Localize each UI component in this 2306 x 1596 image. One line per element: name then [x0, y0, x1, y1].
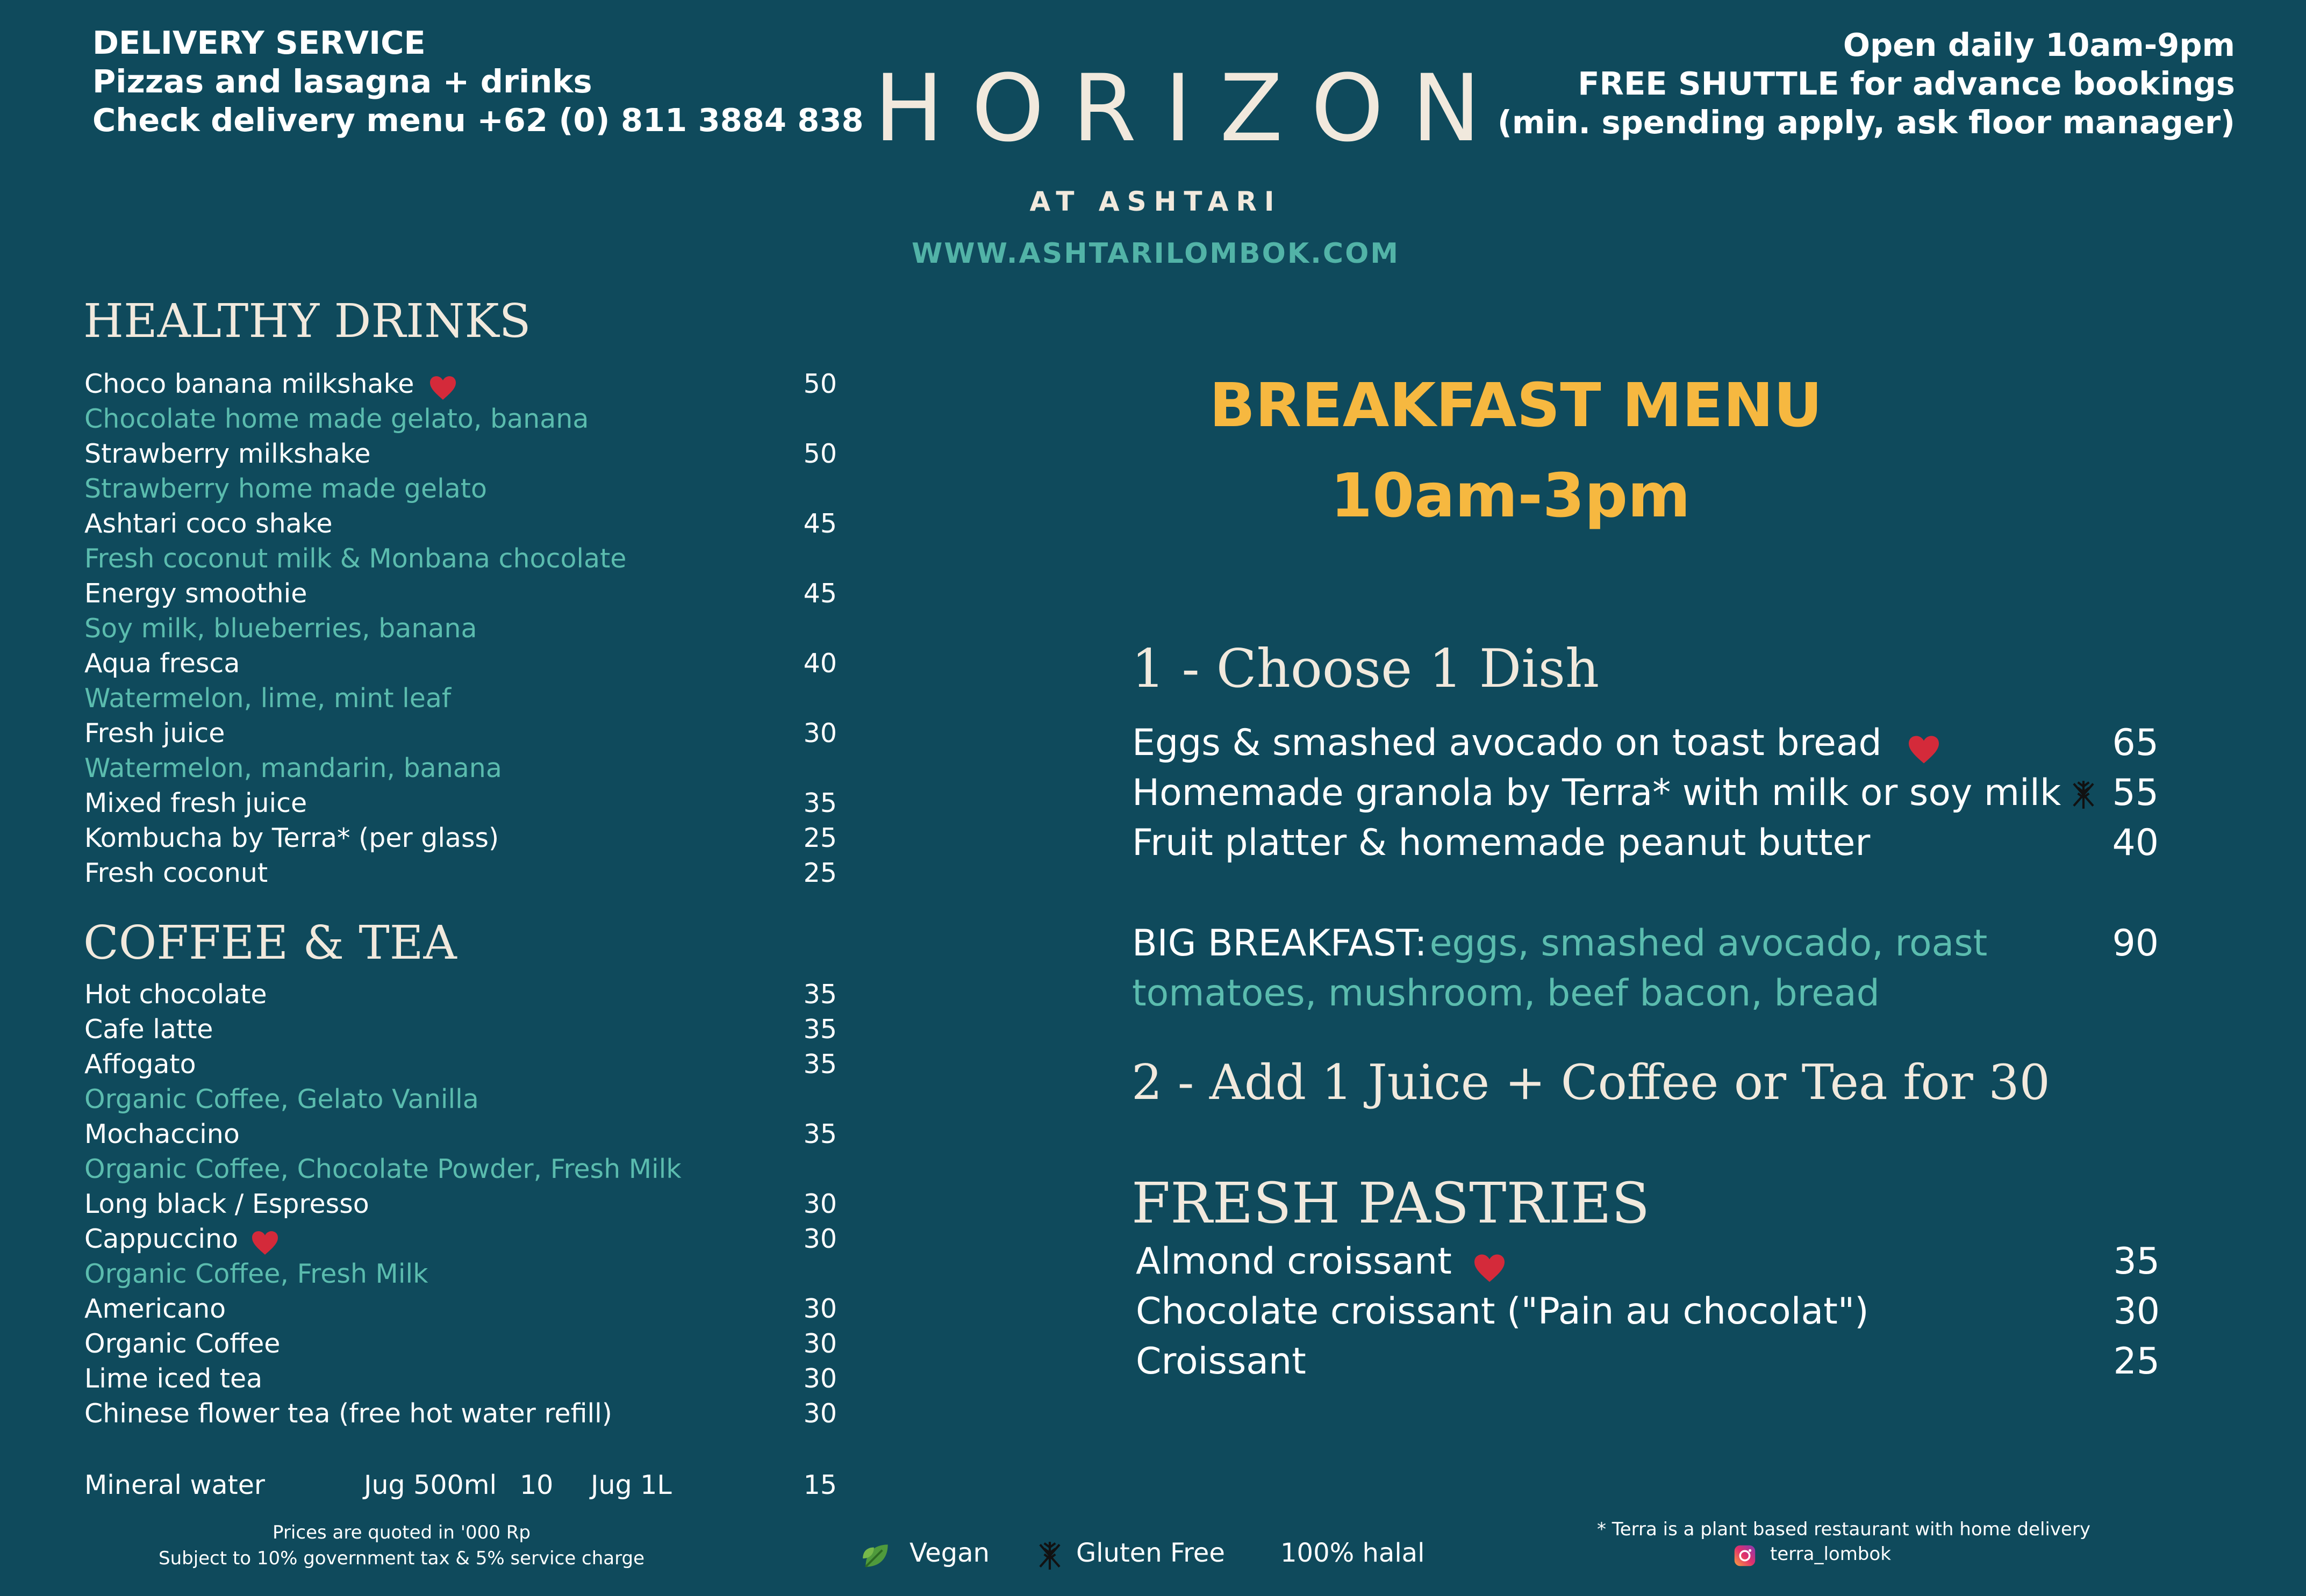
list-item — [1136, 1240, 2160, 1290]
item-price: 65 — [2112, 722, 2159, 764]
jug-large-price: 15 — [803, 1470, 837, 1500]
item-price: 25 — [803, 858, 837, 888]
list-item — [84, 1189, 837, 1224]
website-link[interactable]: WWW.ASHTARILOMBOK.COM — [911, 238, 1400, 270]
big-breakfast-line-1 — [1132, 922, 2159, 972]
item-price: 35 — [803, 1014, 837, 1045]
item-price: 35 — [803, 788, 837, 818]
step-two-heading: 2 - Add 1 Juice + Coffee or Tea for 30 — [1131, 1054, 2050, 1111]
vegan-label: Vegan — [909, 1538, 990, 1568]
item-name: Fresh coconut — [84, 858, 268, 888]
list-item — [84, 1014, 837, 1049]
price-note: Prices are quoted in '000 Rp — [273, 1522, 531, 1543]
delivery-title: DELIVERY SERVICE — [92, 24, 426, 61]
coffee-tea-heading: COFFEE & TEA — [83, 916, 457, 970]
breakfast-dishes — [1132, 722, 2159, 872]
opening-hours: Open daily 10am-9pm — [1843, 26, 2235, 63]
item-description: Soy milk, blueberries, banana — [84, 613, 477, 644]
shuttle-info: FREE SHUTTLE for advance bookings — [1578, 65, 2235, 102]
item-description: Strawberry home made gelato — [84, 473, 487, 504]
item-description: Organic Coffee, Fresh Milk — [84, 1259, 428, 1289]
item-price: 45 — [803, 578, 837, 609]
jug-small-price: 10 — [520, 1470, 554, 1500]
list-item — [84, 1293, 837, 1328]
item-name: Cappuccino — [84, 1224, 239, 1254]
item-name: Croissant — [1136, 1340, 1306, 1383]
item-price: 35 — [803, 979, 837, 1010]
shuttle-note: (min. spending apply, ask floor manager) — [1497, 104, 2235, 141]
item-price: 50 — [803, 438, 837, 469]
list-item — [1132, 822, 2159, 872]
item-price: 35 — [803, 1049, 837, 1080]
list-item — [84, 508, 837, 543]
list-item — [84, 1119, 837, 1154]
list-item — [84, 1049, 837, 1084]
healthy-drinks-list — [84, 369, 837, 893]
item-name: Choco banana milkshake — [84, 369, 414, 399]
item-price: 30 — [803, 718, 837, 749]
item-description: Organic Coffee, Gelato Vanilla — [84, 1084, 479, 1115]
healthy-drinks-heading: HEALTHY DRINKS — [83, 294, 531, 348]
mineral-water-row — [84, 1470, 837, 1505]
gluten-free-label: Gluten Free — [1076, 1538, 1225, 1568]
list-item — [84, 1398, 837, 1433]
heart-icon — [428, 375, 457, 401]
gluten-free-icon — [1036, 1539, 1064, 1572]
item-price: 45 — [803, 508, 837, 539]
list-item — [84, 648, 837, 683]
leaf-icon — [860, 1539, 893, 1572]
item-name: Long black / Espresso — [84, 1189, 369, 1219]
item-description: Chocolate home made gelato, banana — [84, 404, 589, 434]
opening-info — [1498, 26, 2235, 142]
list-item — [84, 578, 837, 613]
item-price: 30 — [803, 1363, 837, 1394]
item-name: Strawberry milkshake — [84, 438, 371, 469]
list-item — [84, 1328, 837, 1363]
item-name: Hot chocolate — [84, 979, 267, 1010]
item-name: Cafe latte — [84, 1014, 213, 1045]
tax-note: Subject to 10% government tax & 5% service charge — [158, 1548, 645, 1569]
coffee-tea-list — [84, 979, 837, 1433]
list-item — [84, 979, 837, 1014]
list-item — [1136, 1340, 2160, 1390]
jug-small-label: Jug 500ml — [364, 1470, 497, 1500]
item-name: Kombucha by Terra* (per glass) — [84, 823, 499, 853]
item-description: Watermelon, lime, mint leaf — [84, 683, 452, 714]
item-name: Mixed fresh juice — [84, 788, 307, 818]
item-name: Lime iced tea — [84, 1363, 263, 1394]
list-item — [1136, 1290, 2160, 1340]
big-breakfast-desc-continued: tomatoes, mushroom, beef bacon, bread — [1132, 972, 1880, 1015]
item-name: Almond croissant — [1136, 1240, 1452, 1283]
item-name: Americano — [84, 1293, 226, 1324]
item-name: Fresh juice — [84, 718, 225, 749]
item-price: 30 — [803, 1293, 837, 1324]
item-name: Homemade granola by Terra* with milk or soy milk — [1132, 772, 2061, 814]
instagram-icon — [1734, 1544, 1756, 1567]
logo-wordmark: HORIZON — [874, 54, 1509, 162]
item-price: 35 — [803, 1119, 837, 1149]
item-name: Aqua fresca — [84, 648, 240, 679]
item-price: 90 — [2112, 922, 2159, 965]
logo — [860, 54, 1509, 162]
item-name: Ashtari coco shake — [84, 508, 333, 539]
item-price: 40 — [2112, 822, 2159, 864]
jug-large-label: Jug 1L — [591, 1470, 672, 1500]
item-name: Organic Coffee — [84, 1328, 281, 1359]
pastries-heading: FRESH PASTRIES — [1131, 1170, 1650, 1236]
item-price: 35 — [2113, 1240, 2160, 1283]
item-description: Watermelon, mandarin, banana — [84, 753, 502, 783]
list-item — [84, 1224, 837, 1259]
item-price: 55 — [2112, 772, 2159, 814]
heart-icon — [250, 1230, 280, 1256]
big-breakfast-label: BIG BREAKFAST: — [1132, 922, 1427, 965]
item-price: 30 — [2113, 1290, 2160, 1333]
list-item — [1132, 772, 2159, 822]
item-description: Organic Coffee, Chocolate Powder, Fresh Milk — [84, 1154, 682, 1184]
item-price: 25 — [803, 823, 837, 853]
item-price: 30 — [803, 1189, 837, 1219]
item-price: 50 — [803, 369, 837, 399]
item-name: Energy smoothie — [84, 578, 307, 609]
item-name: Mochaccino — [84, 1119, 240, 1149]
big-breakfast — [1132, 922, 2159, 1022]
list-item — [84, 858, 837, 893]
list-item — [84, 788, 837, 823]
item-price: 30 — [803, 1328, 837, 1359]
item-price: 40 — [803, 648, 837, 679]
item-price: 30 — [803, 1398, 837, 1429]
heart-icon — [1473, 1253, 1506, 1283]
item-price: 30 — [803, 1224, 837, 1254]
list-item — [84, 823, 837, 858]
item-name: Chinese flower tea (free hot water refill) — [84, 1398, 612, 1429]
delivery-info — [92, 24, 864, 140]
item-price: 25 — [2113, 1340, 2160, 1383]
item-name: Fruit platter & homemade peanut butter — [1132, 822, 1871, 864]
list-item — [1132, 722, 2159, 772]
terra-note: * Terra is a plant based restaurant with home delivery — [1596, 1519, 2091, 1540]
item-description: Fresh coconut milk & Monbana chocolate — [84, 543, 627, 574]
halal-label: 100% halal — [1280, 1538, 1425, 1568]
list-item — [84, 369, 837, 404]
item-name: Affogato — [84, 1049, 196, 1080]
list-item — [84, 438, 837, 473]
list-item — [84, 1363, 837, 1398]
item-name: Mineral water — [84, 1470, 266, 1500]
instagram-label: terra_lombok — [1770, 1543, 1891, 1565]
pastries-list — [1136, 1240, 2160, 1390]
item-name: Eggs & smashed avocado on toast bread — [1132, 722, 1882, 764]
delivery-phone: Check delivery menu +62 (0) 811 3884 838 — [92, 102, 864, 139]
big-breakfast-desc: eggs, smashed avocado, roast — [1429, 922, 1988, 965]
list-item — [84, 718, 837, 753]
item-name: Chocolate croissant ("Pain au chocolat") — [1136, 1290, 1869, 1333]
breakfast-title: BREAKFAST MENU — [1209, 371, 1823, 441]
delivery-line: Pizzas and lasagna + drinks — [92, 63, 592, 100]
breakfast-hours: 10am-3pm — [1330, 461, 1691, 531]
heart-icon — [1907, 735, 1940, 765]
logo-subtitle: AT ASHTARI — [1029, 186, 1282, 217]
step-one-heading: 1 - Choose 1 Dish — [1131, 638, 1600, 700]
